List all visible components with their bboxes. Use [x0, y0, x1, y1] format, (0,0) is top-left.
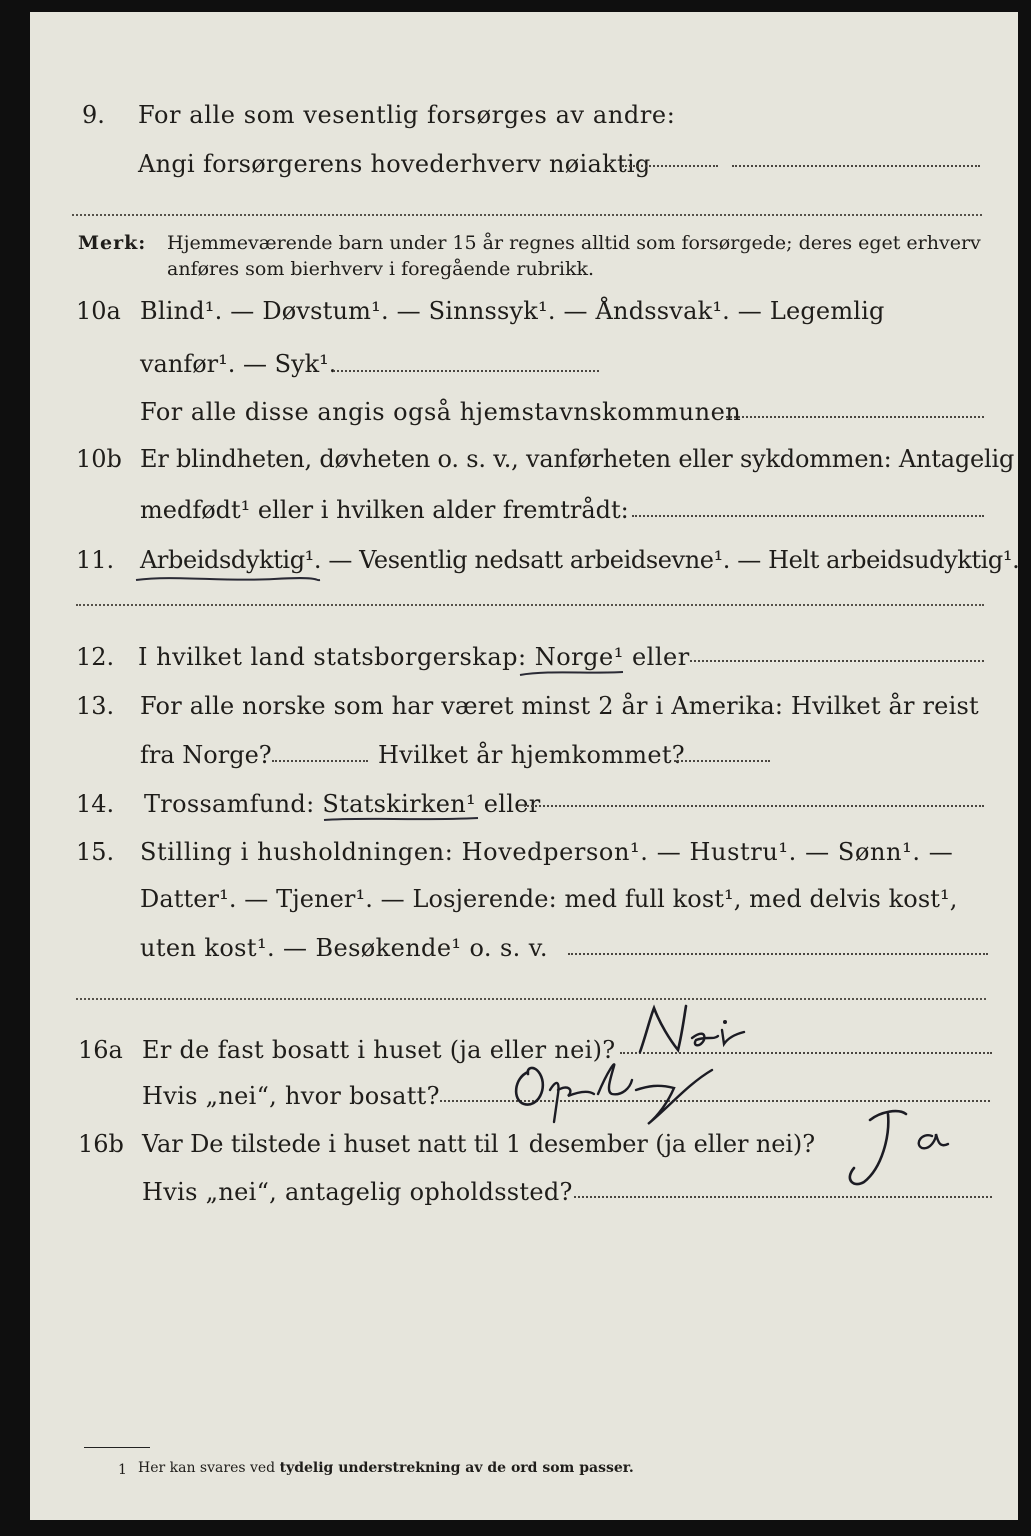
q16b-number: 16b: [78, 1130, 124, 1158]
q13-answer-line-1: [272, 760, 368, 762]
q16a-line2: Hvis „nei“, hvor bosatt?: [142, 1082, 440, 1110]
q10b-line2: medfødt¹ eller i hvilken alder fremtrådt:: [140, 496, 629, 524]
q10a-line1: Blind¹. — Døvstum¹. — Sinnssyk¹. — Åndssvak¹. — Legemlig: [140, 297, 885, 325]
q12-number: 12.: [76, 643, 115, 671]
q14-number: 14.: [76, 790, 115, 818]
section-divider: [72, 214, 982, 216]
q15-line3: uten kost¹. — Besøkende¹ o. s. v.: [140, 934, 548, 962]
q10a-answer-line: [333, 370, 599, 372]
q15-line2: Datter¹. — Tjener¹. — Losjerende: med full kost¹, med delvis kost¹,: [140, 885, 958, 913]
q13-answer-line-2: [674, 760, 770, 762]
q15-number: 15.: [76, 838, 115, 866]
q16b-handwritten-answer-ja: [836, 1102, 986, 1192]
q14-answer-line: [524, 805, 984, 807]
q10b-line1: Er blindheten, døvheten o. s. v., vanførheten eller sykdommen: Antagelig: [140, 445, 1015, 473]
q11-handwritten-underline: [134, 572, 324, 586]
q14-line1: Trossamfund: Statskirken¹ eller: [144, 790, 541, 818]
q15-answer-line: [568, 953, 988, 955]
q9-line1: For alle som vesentlig forsørges av andre:: [138, 101, 676, 129]
section-divider-3: [76, 998, 986, 1000]
q12-line1: I hvilket land statsborgerskap: Norge¹ eller: [138, 643, 690, 671]
q9-number: 9.: [82, 101, 105, 129]
q10b-answer-line: [632, 515, 984, 517]
q10a-number: 10a: [76, 297, 121, 325]
q13-line2a: fra Norge?: [140, 741, 272, 769]
q16a-number: 16a: [78, 1036, 123, 1064]
merk-label: Merk:: [78, 232, 147, 254]
merk-line1: Hjemmeværende barn under 15 år regnes alltid som forsørgede; deres eget erhverv: [167, 232, 981, 254]
q11-number: 11.: [76, 546, 115, 574]
q9-line2: Angi forsørgerens hovederhverv nøiaktig: [138, 150, 651, 178]
q10a-answer-line-2: [726, 416, 984, 418]
q13-line2b: Hvilket år hjemkommet?: [378, 741, 685, 769]
q13-line1: For alle norske som har været minst 2 år i Amerika: Hvilket år reist: [140, 692, 979, 720]
q16b-line2: Hvis „nei“, antagelig opholdssted?: [142, 1178, 573, 1206]
q16b-line1: Var De tilstede i huset natt til 1 desember (ja eller nei)?: [142, 1130, 815, 1158]
footnote-mark: 1: [118, 1462, 127, 1478]
section-divider-2: [76, 604, 984, 606]
q15-line1: Stilling i husholdningen: Hovedperson¹. — Hustru¹. — Sønn¹. —: [140, 838, 954, 866]
q11-line1: Arbeidsdyktig¹. — Vesentlig nedsatt arbeidsevne¹. — Helt arbeidsudyktig¹.: [140, 546, 1020, 574]
q10a-line2: vanfør¹. — Syk¹.: [140, 350, 337, 378]
q9-answer-line: [622, 165, 718, 167]
q16b-answer-line: [574, 1196, 992, 1198]
q12-answer-line: [690, 660, 984, 662]
q10a-line3: For alle disse angis også hjemstavnskommunen: [140, 398, 742, 426]
footnote-text: Her kan svares ved tydelig understrekning av de ord som passer.: [138, 1460, 634, 1476]
q14-handwritten-underline: [322, 812, 482, 826]
q16a-handwritten-answer-place: [498, 1050, 728, 1130]
q13-number: 13.: [76, 692, 115, 720]
q9-answer-line-2: [732, 165, 980, 167]
q12-handwritten-underline: [518, 666, 628, 680]
footnote-rule: [84, 1447, 150, 1448]
merk-line2: anføres som bierhverv i foregående rubrikk.: [167, 258, 595, 280]
q16a-line1: Er de fast bosatt i huset (ja eller nei)?: [142, 1036, 616, 1064]
q10b-number: 10b: [76, 445, 122, 473]
